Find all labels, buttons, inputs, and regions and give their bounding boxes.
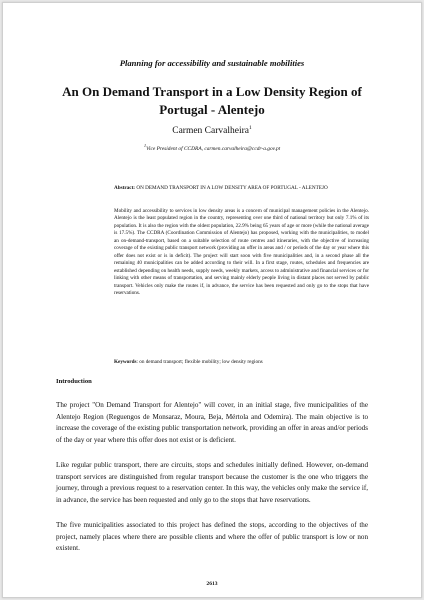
abstract-label: Abstract:	[114, 185, 136, 191]
author	[3, 125, 421, 136]
abstract-body: Mobility and accessibility to services in low density areas is a concern of municipal management policies in the Alentejo. Alentejo is the least populated region in the country, representing over one third of national territory but only 7.1% of its population. It is also the region with the oldest population, 22.9% being 65 years of age or more (while the national average is 17.5%). The CCDRA (Coordination Commission of Alentejo) has proposed, working with the municipalities, to model an on-demand-transport, based on a suitable selection of route centres and itineraries, with the objective of increasing coverage of the existing public transport network (providing an offer in areas and / or periods of the day or year where this offer does not exist or is in deficit). The project will start soon with five municipalities and, in a second phase all the remaining 40 municipalities can be added according to their will. In a first stage, routes, schedules and frequencies are established depending on health needs, supply needs, weekly markets, access to administrative and financial services or for linking with other means of transportation, and serving mainly elderly people living in distant places not served by public transport. Vehicles only make the routes if, in advance, the service has been requested and only go to the stops that have reservations.	[114, 208, 369, 296]
author-footnote-mark: 1	[249, 125, 252, 131]
abstract-heading	[114, 185, 369, 192]
abstract-heading-text: ON DEMAND TRANSPORT IN A LOW DENSITY AREA OF PORTUGAL - ALENTEJO	[136, 185, 328, 191]
running-header: Planning for accessibility and sustainable mobilities	[119, 58, 305, 68]
paper-title	[43, 83, 381, 119]
affiliation-mark: 1	[143, 143, 147, 148]
paragraph: The five municipalities associated to this project has defined the stops, according to the objectives of the project, namely places where there are possible clients and where the offer of public transport is low or non existent.	[56, 521, 368, 552]
page-number: 2613	[206, 581, 218, 587]
affiliation	[3, 143, 421, 152]
section-heading-introduction: Introduction	[56, 378, 92, 385]
author-name: Carmen Carvalheira	[172, 126, 249, 137]
affiliation-text: Vice President of CCDRA, carmen.carvalheira@ccdr-a.gov.pt	[146, 145, 281, 152]
keywords-label: Keywords	[114, 359, 137, 365]
title-line-2: Portugal - Alentejo	[159, 102, 265, 117]
paper-page	[2, 2, 422, 598]
keywords-text: : on demand transport; flexible mobility; low density regions	[136, 359, 263, 365]
title-line-1: An On Demand Transport in a Low Density Region of	[62, 84, 362, 99]
keywords	[114, 359, 369, 366]
paragraph: Like regular public transport, there are circuits, stops and schedules initially defined. However, on-demand transport services are distinguished from regular transport because the customer is the one who triggers the journey, through a previous request to a reservation center. In this way, the vehicles only make the service if, in advance, the service has been requested and only go to the stops that have reservations.	[56, 461, 368, 504]
paragraph: The project "On Demand Transport for Alentejo" will cover, in an initial stage, five municipalities of the Alentejo Region (Reguengos de Monsaraz, Moura, Beja, Mértola and Odemira). The main objective is to increase the coverage of the existing public transportation network, providing an offer in areas and/or periods of the day or year where this offer does not exist or is deficient.	[56, 401, 368, 444]
